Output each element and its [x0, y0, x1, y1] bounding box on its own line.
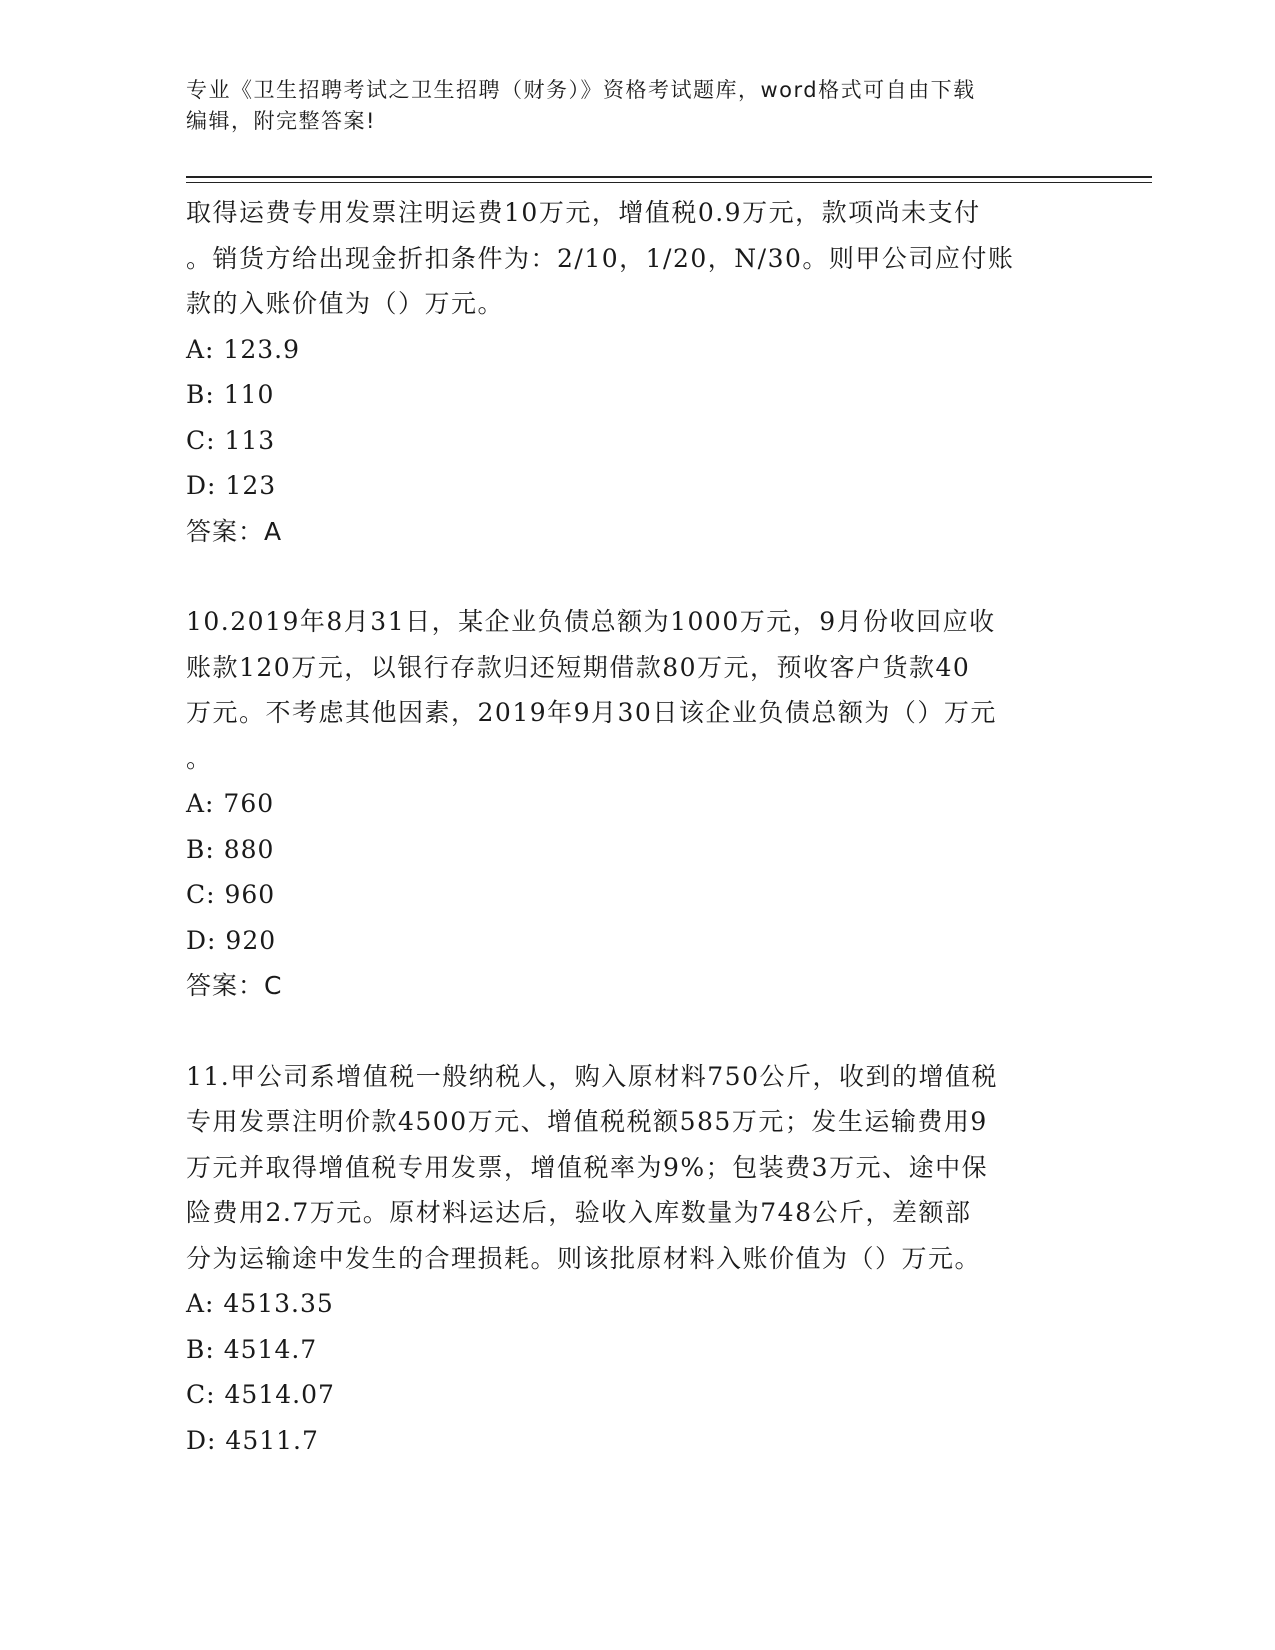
option-d: D: 4511.7 [186, 1425, 319, 1455]
question-text: 11.甲公司系增值税一般纳税人，购入原材料750公斤，收到的增值税 专用发票注明价款4500万元、增值税税额585万元；发生运输费用9 万元并取得增值税专用发票，增值税率为9%；包装费3万元、途中保 险费用2.7万元。原材料运达后，验收入库数量为748公斤，差额部 分为运输途中发生的合理损耗。则该批原材料入账价值为（）万元。 [186, 1061, 998, 1273]
answer-line: 答案：C [186, 971, 283, 1000]
option-a: A: 4513.35 [186, 1289, 334, 1318]
section-spacer [186, 554, 1086, 599]
option-d: D: 920 [186, 925, 277, 955]
option-c: C: 113 [186, 425, 276, 455]
option-a: A: 760 [186, 789, 275, 818]
question-block [186, 190, 1086, 554]
question-text: 10.2019年8月31日，某企业负债总额为1000万元，9月份收回应收 账款120万元，以银行存款归还短期借款80万元，预收客户货款40 万元。不考虑其他因素，2019年9月30日该企业负债总额为（）万元 。 [186, 607, 997, 773]
question-block [186, 1054, 1086, 1464]
header-line-1: 专业《卫生招聘考试之卫生招聘（财务）》资格考试题库，word格式可自由下载 [186, 78, 976, 102]
option-c: C: 960 [186, 880, 276, 909]
option-b: B: 110 [186, 380, 275, 409]
option-b: B: 4514.7 [186, 1334, 318, 1364]
header-rule-thick [186, 176, 1152, 178]
header-rule-thin [186, 182, 1152, 183]
question-text: 取得运费专用发票注明运费10万元，增值税0.9万元，款项尚未支付 。销货方给出现金折扣条件为：2/10，1/20，N/30。则甲公司应付账 款的入账价值为（）万元。 [186, 198, 1015, 318]
document-header [186, 75, 1066, 137]
answer-line: 答案：A [186, 516, 283, 546]
option-b: B: 880 [186, 834, 275, 864]
option-a: A: 123.9 [186, 334, 300, 364]
header-line-2: 编辑，附完整答案! [186, 109, 376, 133]
question-block [186, 599, 1086, 1009]
section-spacer [186, 1009, 1086, 1054]
option-d: D: 123 [186, 471, 277, 500]
document-body [186, 190, 1086, 1463]
option-c: C: 4514.07 [186, 1380, 335, 1409]
